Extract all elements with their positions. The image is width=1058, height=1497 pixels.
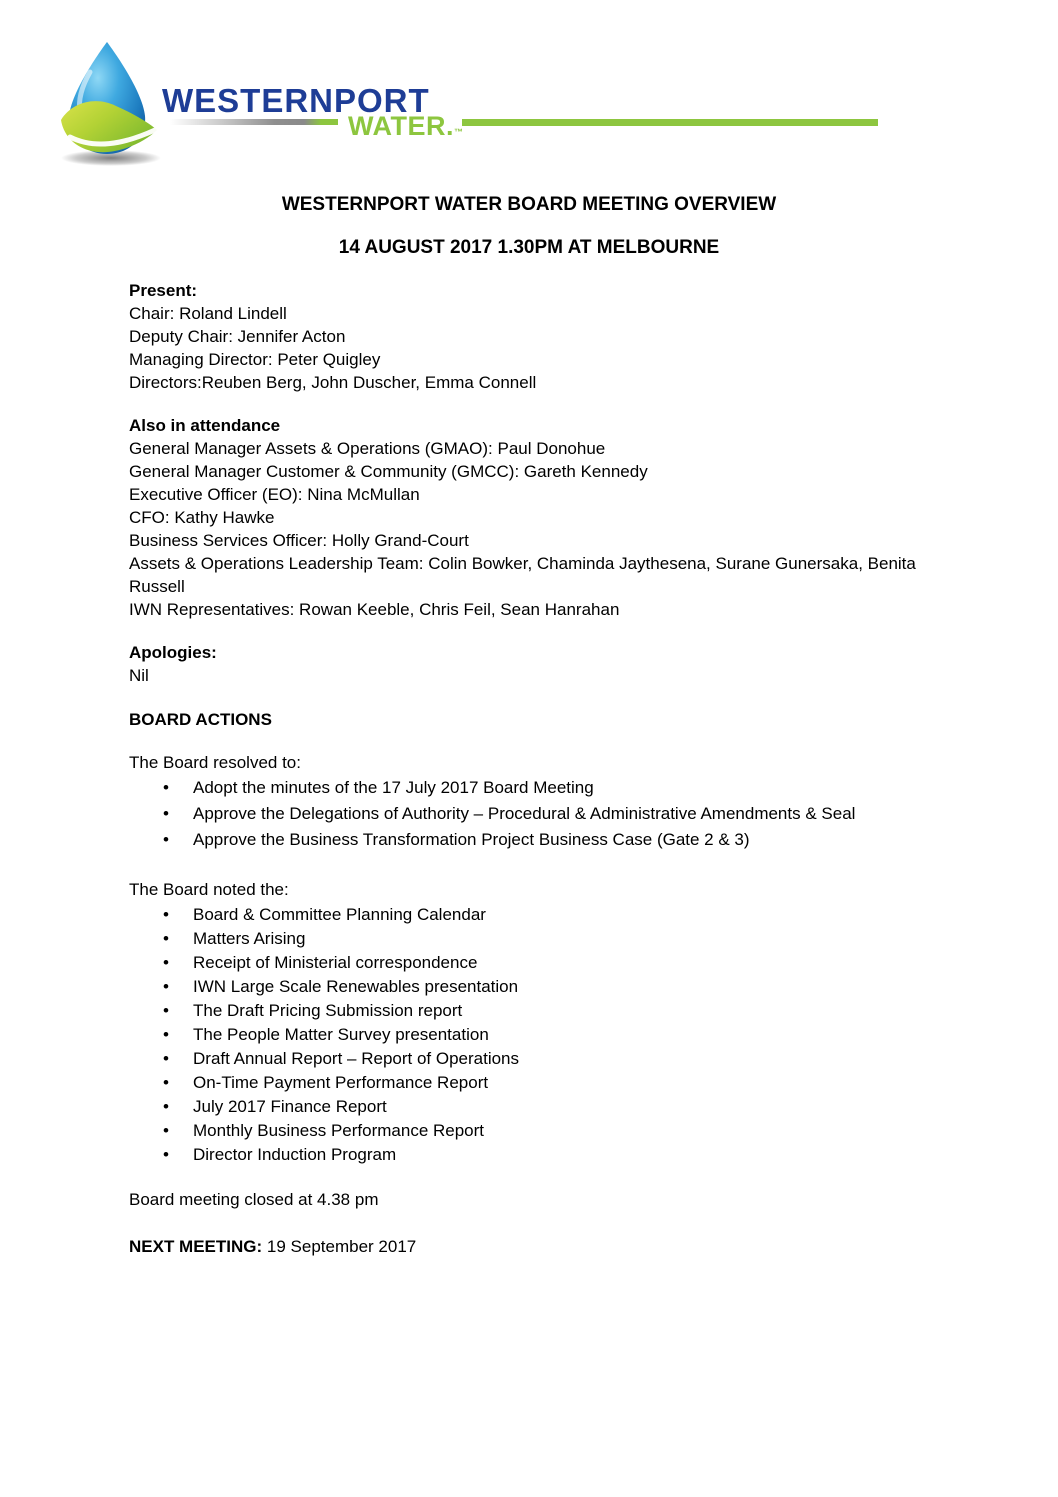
list-item: [163, 975, 929, 998]
bullet-icon: •: [163, 804, 169, 823]
apologies-heading: Apologies:: [129, 643, 217, 662]
water-wordmark-text: WATER.: [348, 111, 454, 141]
present-section: [129, 279, 929, 394]
bullet-icon: •: [163, 905, 169, 924]
attendance-line: General Manager Customer & Community (GMCC): Gareth Kennedy: [129, 462, 648, 481]
list-item-text: Matters Arising: [193, 929, 306, 948]
list-item: [163, 1071, 929, 1094]
resolved-intro: The Board resolved to:: [129, 753, 301, 772]
list-item: [163, 828, 929, 851]
list-item: [163, 1119, 929, 1142]
westernport-logo: [0, 0, 1058, 180]
document-content: [0, 193, 1058, 1258]
list-item-text: Monthly Business Performance Report: [193, 1121, 485, 1140]
brand-wordmark: WESTERNPORT: [162, 82, 430, 119]
present-line: Deputy Chair: Jennifer Acton: [129, 327, 346, 346]
brand-rule-right: [462, 119, 878, 126]
attendance-line: IWN Representatives: Rowan Keeble, Chris Feil, Sean Hanrahan: [129, 600, 620, 619]
brand-rule-left: [170, 119, 338, 125]
next-meeting-line: [129, 1235, 929, 1258]
noted-list: [129, 903, 929, 1166]
board-actions-heading: BOARD ACTIONS: [129, 710, 272, 729]
next-meeting-label: NEXT MEETING:: [129, 1237, 263, 1256]
bullet-icon: •: [163, 977, 169, 996]
attendance-section: [129, 414, 929, 621]
bullet-icon: •: [163, 1073, 169, 1092]
bullet-icon: •: [163, 929, 169, 948]
bullet-icon: •: [163, 778, 169, 797]
list-item: [163, 802, 929, 825]
apologies-section: [129, 641, 929, 687]
attendance-line: CFO: Kathy Hawke: [129, 508, 275, 527]
present-line: Chair: Roland Lindell: [129, 304, 287, 323]
list-item-text: Approve the Business Transformation Project Business Case (Gate 2 & 3): [193, 830, 750, 849]
list-item: [163, 1047, 929, 1070]
bullet-icon: •: [163, 830, 169, 849]
noted-intro: The Board noted the:: [129, 880, 289, 899]
bullet-icon: •: [163, 1121, 169, 1140]
list-item: [163, 776, 929, 799]
bullet-icon: •: [163, 953, 169, 972]
present-line: Directors:Reuben Berg, John Duscher, Emma Connell: [129, 373, 537, 392]
list-item-text: Adopt the minutes of the 17 July 2017 Board Meeting: [193, 778, 594, 797]
trademark-symbol: ™: [454, 127, 464, 137]
list-item-text: Director Induction Program: [193, 1145, 397, 1164]
doc-subtitle: 14 AUGUST 2017 1.30PM AT MELBOURNE: [338, 237, 720, 258]
present-heading: Present:: [129, 281, 198, 300]
list-item: [163, 1095, 929, 1118]
attendance-line: Executive Officer (EO): Nina McMullan: [129, 485, 420, 504]
list-item-text: The People Matter Survey presentation: [193, 1025, 489, 1044]
list-item: [163, 903, 929, 926]
bullet-icon: •: [163, 1097, 169, 1116]
closing-line: Board meeting closed at 4.38 pm: [129, 1190, 379, 1209]
attendance-line: Business Services Officer: Holly Grand-Court: [129, 531, 469, 550]
bullet-icon: •: [163, 1025, 169, 1044]
list-item: [163, 1143, 929, 1166]
list-item-text: Receipt of Ministerial correspondence: [193, 953, 478, 972]
attendance-line: Assets & Operations Leadership Team: Colin Bowker, Chaminda Jaythesena, Surane Gunersaka, Benita Russell: [129, 554, 916, 596]
list-item-text: Board & Committee Planning Calendar: [193, 905, 486, 924]
apologies-value: Nil: [129, 666, 149, 685]
next-meeting-value: 19 September 2017: [262, 1237, 417, 1256]
water-drop-icon: [58, 40, 166, 168]
list-item-text: IWN Large Scale Renewables presentation: [193, 977, 519, 996]
list-item-text: Draft Annual Report – Report of Operations: [193, 1049, 520, 1068]
resolved-list: [129, 776, 929, 851]
bullet-icon: •: [163, 1049, 169, 1068]
list-item-text: The Draft Pricing Submission report: [193, 1001, 463, 1020]
board-actions-section: [129, 708, 929, 731]
doc-title: WESTERNPORT WATER BOARD MEETING OVERVIEW: [281, 194, 777, 215]
list-item: [163, 951, 929, 974]
bullet-icon: •: [163, 1145, 169, 1164]
list-item-text: On-Time Payment Performance Report: [193, 1073, 489, 1092]
list-item-text: July 2017 Finance Report: [193, 1097, 387, 1116]
list-item: [163, 999, 929, 1022]
list-item: [163, 927, 929, 950]
attendance-line: General Manager Assets & Operations (GMAO): Paul Donohue: [129, 439, 606, 458]
present-line: Managing Director: Peter Quigley: [129, 350, 381, 369]
water-wordmark: [348, 111, 464, 142]
attendance-heading: Also in attendance: [129, 416, 281, 435]
list-item: [163, 1023, 929, 1046]
list-item-text: Approve the Delegations of Authority – Procedural & Administrative Amendments & Seal: [193, 804, 856, 823]
bullet-icon: •: [163, 1001, 169, 1020]
